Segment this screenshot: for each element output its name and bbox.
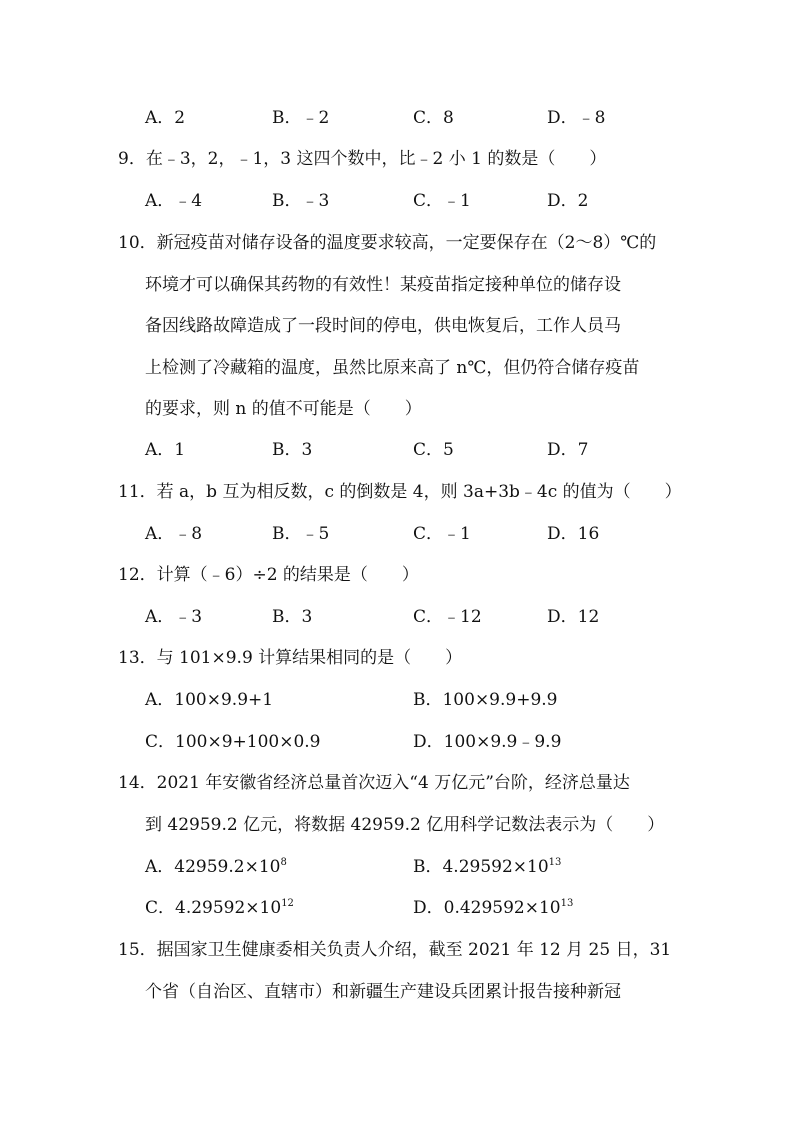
q14-line-1: 14．2021 年安徽省经济总量首次迈入“4 万亿元”台阶，经济总量达 — [118, 773, 630, 793]
q14-option-b-exponent: 13 — [548, 857, 562, 868]
q14-option-c — [145, 896, 294, 920]
q10-line-1: 10．新冠疫苗对储存设备的温度要求较高，一定要保存在（2～8）℃的 — [118, 233, 657, 253]
q14-option-a-base: A．42959.2×10 — [145, 857, 281, 877]
q9-option-b: B．﹣3 — [272, 191, 330, 211]
q14-option-d-base: D．0.429592×10 — [413, 898, 561, 918]
q14-option-d-exponent: 13 — [560, 898, 574, 909]
q12-stem: 12．计算（﹣6）÷2 的结果是（ ） — [118, 565, 419, 585]
q14-option-a-exponent: 8 — [280, 857, 287, 868]
q8-option-a: A．2 — [145, 108, 186, 128]
q9-option-d: D．2 — [547, 191, 589, 211]
q14-option-a — [145, 855, 287, 879]
q12-option-c: C．﹣12 — [413, 607, 482, 627]
q9-option-a: A．﹣4 — [145, 191, 203, 211]
q11-stem: 11．若 a，b 互为相反数，c 的倒数是 4，则 3a+3b﹣4c 的值为（ ） — [118, 482, 682, 502]
q10-line-5: 的要求，则 n 的值不可能是（ ） — [145, 399, 422, 419]
q10-option-c: C．5 — [413, 440, 454, 460]
q12-option-d: D．12 — [547, 607, 600, 627]
q11-option-d: D．16 — [547, 524, 600, 544]
q10-option-b: B．3 — [272, 440, 313, 460]
q15-line-2: 个省（自治区、直辖市）和新疆生产建设兵团累计报告接种新冠 — [145, 982, 621, 1002]
q14-option-b-base: B．4.29592×10 — [413, 857, 549, 877]
q9-option-c: C．﹣1 — [413, 191, 471, 211]
q8-option-b: B．﹣2 — [272, 108, 330, 128]
q14-option-c-base: C．4.29592×10 — [145, 898, 282, 918]
q12-option-b: B．3 — [272, 607, 313, 627]
q14-option-b — [413, 855, 561, 879]
q10-option-d: D．7 — [547, 440, 589, 460]
q9-stem: 9．在﹣3，2，﹣1，3 这四个数中，比﹣2 小 1 的数是（ ） — [118, 149, 607, 169]
q12-option-a: A．﹣3 — [145, 607, 203, 627]
q10-line-3: 备因线路故障造成了一段时间的停电，供电恢复后，工作人员马 — [145, 316, 621, 336]
q15-line-1: 15．据国家卫生健康委相关负责人介绍，截至 2021 年 12 月 25 日，31 — [118, 940, 672, 960]
q8-option-d: D．﹣8 — [547, 108, 606, 128]
q10-option-a: A．1 — [145, 440, 186, 460]
q11-option-a: A．﹣8 — [145, 524, 203, 544]
q14-line-2: 到 42959.2 亿元，将数据 42959.2 亿用科学记数法表示为（ ） — [145, 815, 665, 835]
q10-line-2: 环境才可以确保其药物的有效性！某疫苗指定接种单位的储存设 — [145, 275, 621, 295]
q13-stem: 13．与 101×9.9 计算结果相同的是（ ） — [118, 648, 463, 668]
q10-line-4: 上检测了冷藏箱的温度，虽然比原来高了 n℃，但仍符合储存疫苗 — [145, 358, 640, 378]
q13-option-c: C．100×9+100×0.9 — [145, 732, 321, 752]
q14-option-c-exponent: 12 — [281, 898, 294, 909]
q14-option-d — [413, 896, 573, 920]
q11-option-c: C．﹣1 — [413, 524, 471, 544]
q13-option-b: B．100×9.9+9.9 — [413, 690, 558, 710]
q11-option-b: B．﹣5 — [272, 524, 330, 544]
q13-option-d: D．100×9.9﹣9.9 — [413, 732, 562, 752]
q8-option-c: C．8 — [413, 108, 454, 128]
q13-option-a: A．100×9.9+1 — [145, 690, 274, 710]
